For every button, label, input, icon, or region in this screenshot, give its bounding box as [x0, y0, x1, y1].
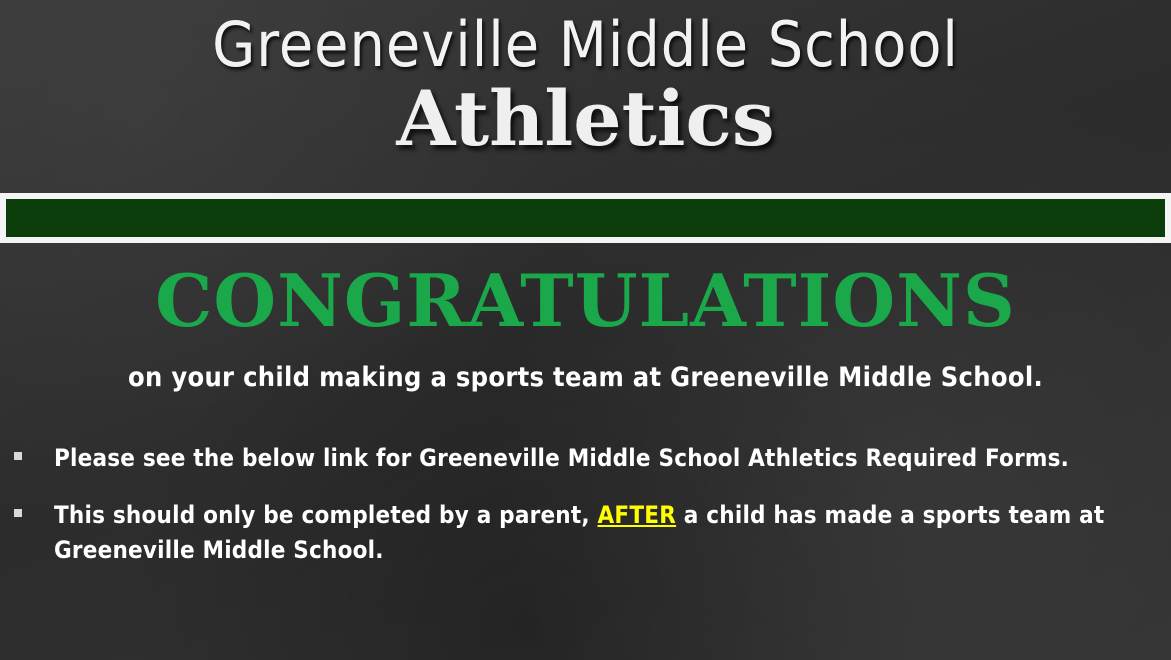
bullet-text-suffix: a child has made a sports team at Greeneville Middle School. [54, 500, 1105, 564]
bullet-square-icon [14, 509, 22, 517]
list-item [14, 498, 1171, 568]
subheading-text: on your child making a sports team at Greeneville Middle School. [128, 362, 1043, 394]
slide-body [0, 243, 1171, 660]
school-name-title: Greeneville Middle School [212, 8, 959, 81]
bullet-text: Please see the below link for Greeneville Middle School Athletics Required Forms. [54, 444, 1070, 473]
athletics-title: Athletics [396, 74, 775, 164]
bullet-text-prefix: This should only be completed by a parent, [54, 500, 598, 529]
congratulations-heading: CONGRATULATIONS [155, 258, 1016, 343]
bullet-list [0, 393, 1171, 567]
divider-band [6, 199, 1165, 237]
list-item [14, 441, 1171, 476]
slide-header [0, 0, 1171, 190]
divider-band-frame [0, 193, 1171, 243]
bullet-text-emphasis: AFTER [597, 500, 677, 529]
bullet-square-icon [14, 452, 22, 460]
